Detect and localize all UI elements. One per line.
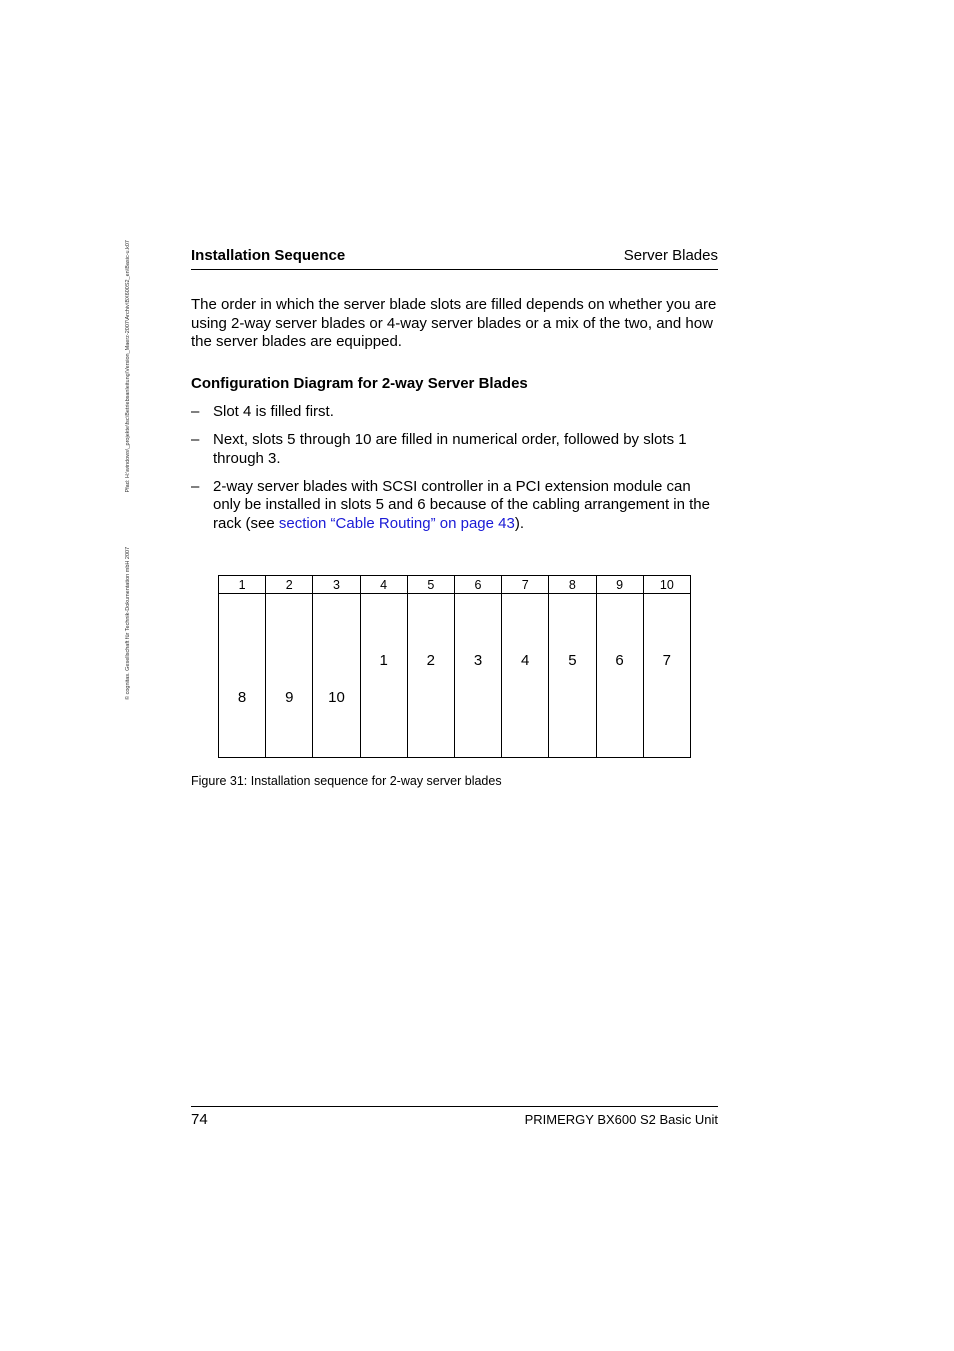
file-path-note: Pfad: H:\windows\_projekte\fsc\Betriebsanleitung\Version_Maerz-2007\Archiv\BX600S2_en\Basic-u.k07 — [125, 240, 131, 493]
blade-slot — [407, 594, 454, 758]
bullet-dash: – — [191, 403, 200, 420]
fill-order-row — [219, 594, 691, 758]
blade-slot — [219, 594, 266, 758]
page-number: 74 — [191, 1111, 208, 1128]
bullet-dash: – — [191, 431, 200, 448]
intro-paragraph: The order in which the server blade slots are filled depends on whether you are using 2-way server blades or 4-way server blades or a mix of the two, and how the server blades are equipped. — [191, 296, 717, 350]
fill-order-value: 9 — [285, 689, 294, 706]
product-name: PRIMERGY BX600 S2 Basic Unit — [524, 1112, 718, 1127]
subheading: Configuration Diagram for 2-way Server Blades — [191, 375, 528, 392]
fill-order-value: 10 — [328, 689, 345, 706]
blade-slot — [549, 594, 596, 758]
slot-number-cell: 7 — [502, 576, 549, 594]
slot-number-cell: 8 — [549, 576, 596, 594]
list-item-text-start: 2-way server blades with SCSI controller in a PCI extension module can only be installed in slots 5 and 6 because of the cabling arrangement in the rack (see — [213, 477, 710, 532]
fill-order-value: 8 — [237, 689, 247, 706]
list-item-text: Slot 4 is filled first. — [213, 403, 334, 420]
page-footer — [191, 1106, 718, 1128]
blade-slot — [502, 594, 549, 758]
fill-order-value: 6 — [615, 652, 624, 669]
bullet-dash: – — [191, 477, 200, 495]
rule-list — [191, 403, 718, 543]
blade-slot — [313, 594, 360, 758]
fill-order-value: 5 — [568, 652, 577, 669]
slot-number-cell: 3 — [313, 576, 360, 594]
margin-path-note — [122, 240, 134, 700]
slot-number-cell: 4 — [360, 576, 407, 594]
blade-slot — [596, 594, 643, 758]
list-item — [191, 431, 718, 468]
fill-order-value: 4 — [521, 652, 530, 669]
cable-routing-link[interactable]: section “Cable Routing” on page 43 — [278, 514, 515, 532]
fill-order-value: 3 — [473, 652, 483, 669]
slot-number-cell: 1 — [219, 576, 266, 594]
list-item-text: Next, slots 5 through 10 are filled in numerical order, followed by slots 1 through 3. — [213, 431, 687, 467]
figure-caption: Figure 31: Installation sequence for 2-way server blades — [191, 774, 502, 788]
chapter-title: Server Blades — [623, 247, 718, 264]
slot-number-row — [219, 576, 691, 594]
list-item-text-end: ). — [514, 514, 525, 532]
fill-order-value: 7 — [662, 652, 672, 669]
copyright-note: © cognitas. Gesellschaft für Technik-Dokumentation mbH 2007 — [125, 546, 131, 700]
blade-slot — [360, 594, 407, 758]
blade-slot — [266, 594, 313, 758]
list-item — [191, 478, 718, 534]
list-item — [191, 403, 718, 422]
list-item-text — [213, 478, 710, 532]
blade-slot — [454, 594, 501, 758]
slot-number-cell: 6 — [454, 576, 501, 594]
slot-number-cell: 9 — [596, 576, 643, 594]
blade-slot — [643, 594, 690, 758]
fill-order-value: 1 — [379, 652, 388, 669]
slot-number-cell: 10 — [643, 576, 690, 594]
page-header — [191, 247, 718, 270]
fill-order-value: 2 — [426, 652, 436, 669]
slot-sequence-table — [218, 575, 691, 758]
slot-number-cell: 5 — [407, 576, 454, 594]
slot-number-cell: 2 — [266, 576, 313, 594]
section-title: Installation Sequence — [191, 247, 346, 264]
